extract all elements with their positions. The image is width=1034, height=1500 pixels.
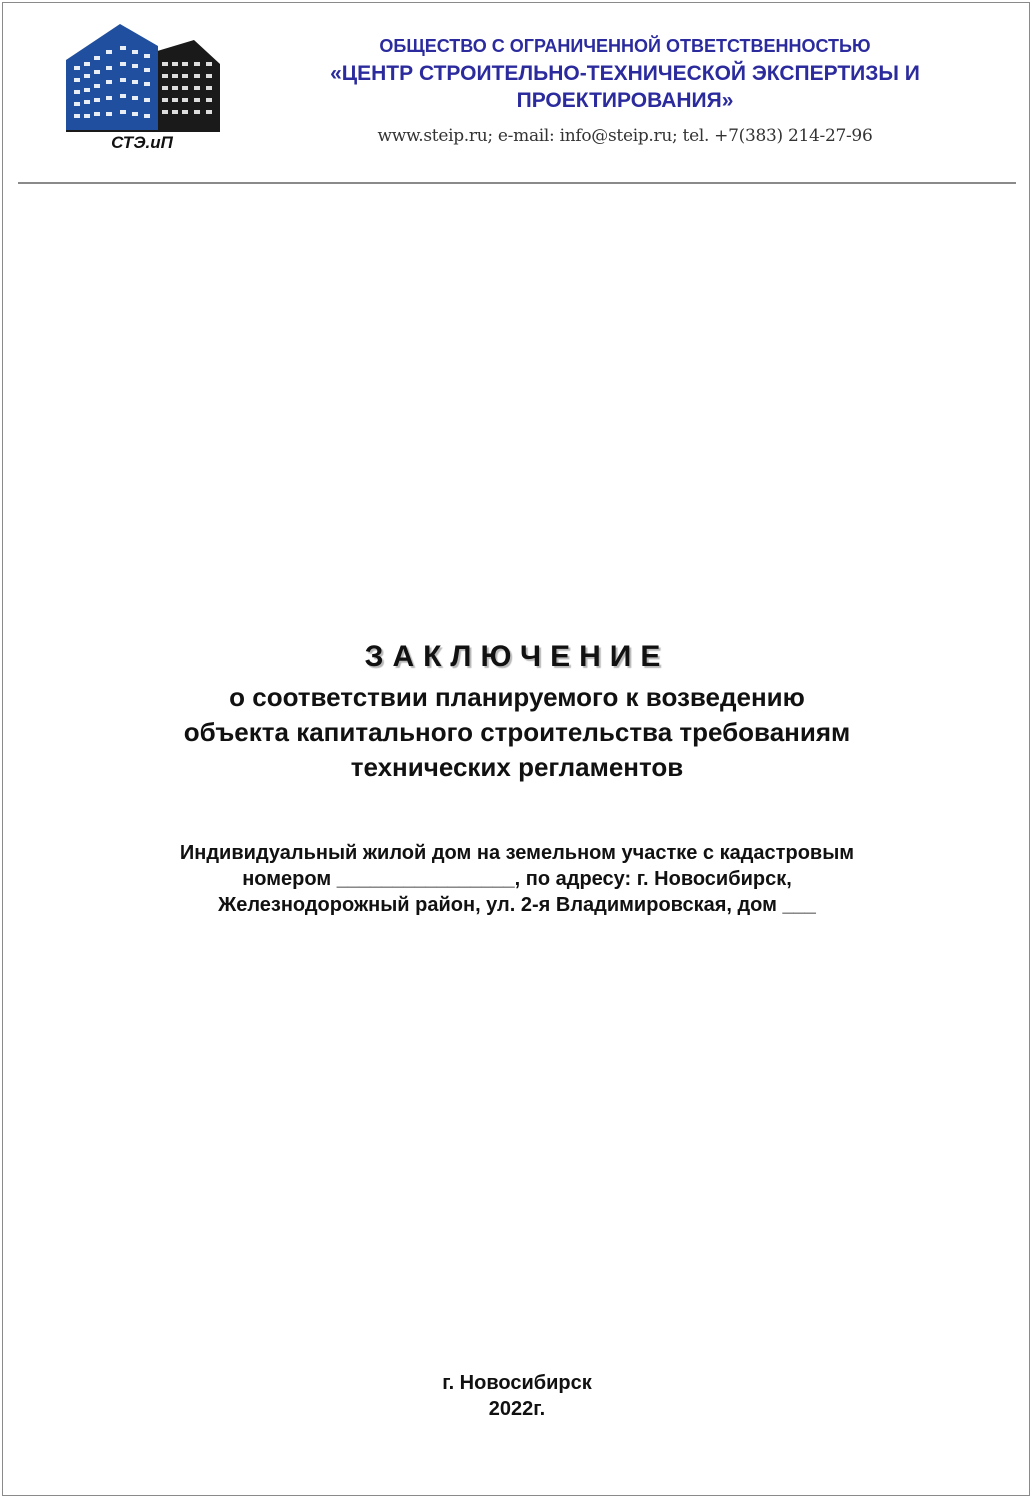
footer-city: г. Новосибирск — [442, 1372, 592, 1394]
header-divider — [18, 182, 1016, 184]
building-logo-icon — [62, 22, 222, 152]
svg-text:СТЭ.иП: СТЭ.иП — [111, 133, 173, 152]
subtitle-line: технических регламентов — [350, 752, 684, 782]
object-description-line: Железнодорожный район, ул. 2-я Владимировская, дом ___ — [218, 894, 816, 916]
object-description-line: номером ________________, по адресу: г. Новосибирск, — [242, 868, 792, 890]
organization-name: «ЦЕНТР СТРОИТЕЛЬНО-ТЕХНИЧЕСКОЙ ЭКСПЕРТИЗЫ И ПРОЕКТИРОВАНИЯ» — [330, 62, 920, 112]
object-description — [60, 840, 974, 918]
document-subtitle — [60, 680, 974, 785]
document-title: ЗАКЛЮЧЕНИЕ — [364, 640, 670, 673]
company-logo — [62, 22, 222, 152]
organization-type: ОБЩЕСТВО С ОГРАНИЧЕННОЙ ОТВЕТСТВЕННОСТЬЮ — [379, 36, 871, 56]
object-description-line: Индивидуальный жилой дом на земельном участке с кадастровым — [179, 842, 855, 864]
footer-year: 2022г. — [488, 1398, 546, 1420]
document-footer — [0, 1370, 1034, 1422]
contact-info: www.steip.ru; e-mail: info@steip.ru; tel. +7(383) 214-27-96 — [377, 126, 873, 146]
subtitle-line: объекта капитального строительства требованиям — [183, 717, 851, 747]
subtitle-line: о соответствии планируемого к возведению — [229, 682, 805, 712]
